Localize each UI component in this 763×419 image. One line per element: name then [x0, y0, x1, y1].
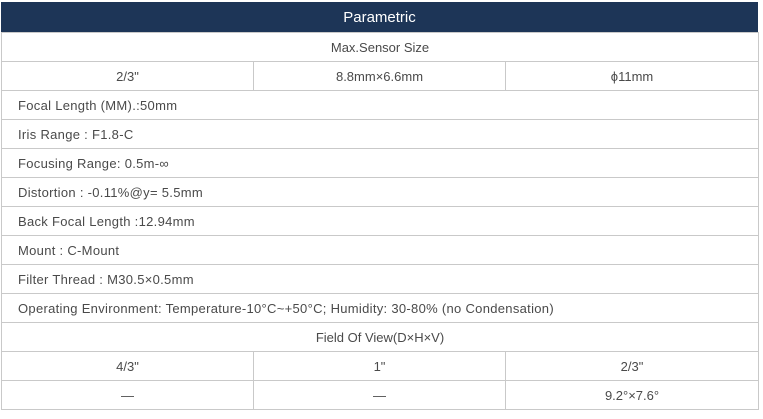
spec-row-distortion: [2, 178, 759, 207]
spec-row-focusing-range: [2, 149, 759, 178]
fov-section-row: [2, 323, 759, 352]
spec-focal-length: Focal Length (MM).:50mm: [2, 91, 759, 120]
sensor-size: 2/3": [2, 62, 254, 91]
sensor-dimensions: 8.8mm×6.6mm: [254, 62, 506, 91]
spec-row-filter-thread: [2, 265, 759, 294]
sensor-values-row: [2, 62, 759, 91]
table-title: Parametric: [343, 9, 416, 26]
sensor-section-title: Max.Sensor Size: [2, 33, 759, 62]
parametric-table: [1, 2, 758, 410]
spec-row-back-focal-length: [2, 207, 759, 236]
table-header: [1, 2, 758, 32]
sensor-diameter: ϕ11mm: [506, 62, 759, 91]
spec-row-focal-length: [2, 91, 759, 120]
fov-value-4-3: —: [2, 381, 254, 410]
fov-header-2-3: 2/3": [506, 352, 759, 381]
fov-header-4-3: 4/3": [2, 352, 254, 381]
fov-section-title: Field Of View(D×H×V): [2, 323, 759, 352]
spec-row-mount: [2, 236, 759, 265]
fov-values-row: [2, 381, 759, 410]
spec-filter-thread: Filter Thread : M30.5×0.5mm: [2, 265, 759, 294]
spec-mount: Mount : C-Mount: [2, 236, 759, 265]
spec-iris-range: Iris Range : F1.8-C: [2, 120, 759, 149]
fov-value-2-3: 9.2°×7.6°: [506, 381, 759, 410]
spec-row-operating-environment: [2, 294, 759, 323]
fov-value-1: —: [254, 381, 506, 410]
spec-distortion: Distortion : -0.11%@y= 5.5mm: [2, 178, 759, 207]
spec-table: [1, 32, 759, 410]
spec-focusing-range: Focusing Range: 0.5m-∞: [2, 149, 759, 178]
sensor-section-row: [2, 33, 759, 62]
spec-row-iris-range: [2, 120, 759, 149]
spec-operating-environment: Operating Environment: Temperature-10°C~+50°C; Humidity: 30-80% (no Condensation): [2, 294, 759, 323]
fov-header-1: 1": [254, 352, 506, 381]
spec-back-focal-length: Back Focal Length :12.94mm: [2, 207, 759, 236]
fov-headers-row: [2, 352, 759, 381]
